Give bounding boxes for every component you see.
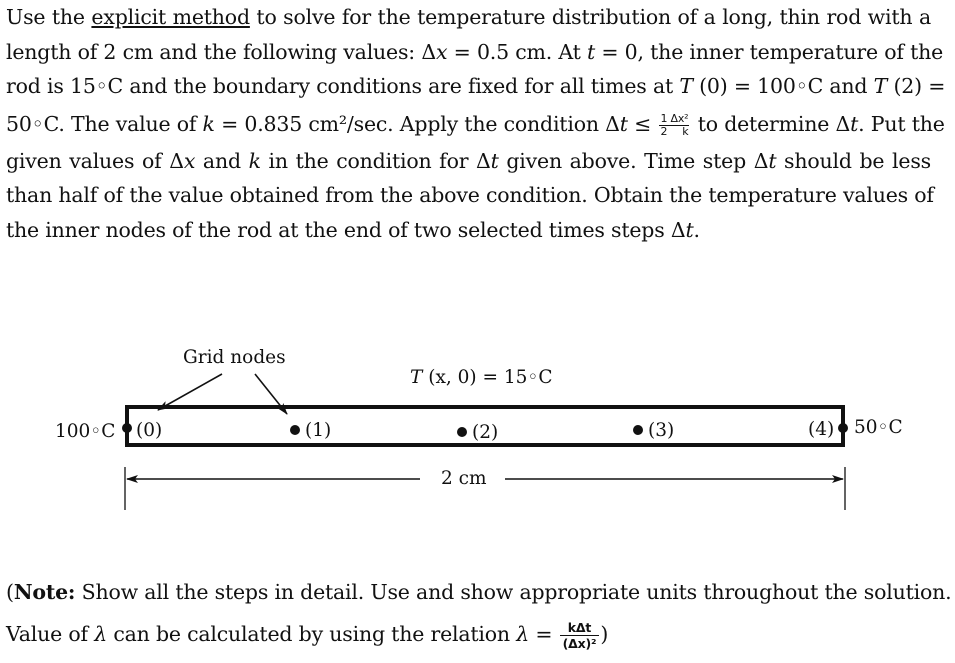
- length-label: 2 cm: [441, 468, 487, 489]
- problem-line-1: Use the explicit method to solve for the temperature distribution of a long, thin rod with a: [6, 5, 932, 29]
- node-3-label: (3): [648, 420, 675, 441]
- note-line-2: Value of λ can be calculated by using the relation λ = $\frac{\text{kΔt}}{\text{(Δx)²}}$ ): [6, 620, 609, 651]
- node-2-marker: [457, 427, 467, 437]
- rod-diagram: [0, 330, 955, 530]
- grid-nodes-label: Grid nodes: [183, 347, 286, 368]
- problem-line-5: given values of Δx and k in the condition for Δt given above. Time step Δt should be less: [6, 148, 931, 173]
- explicit-method-term: explicit method: [91, 5, 250, 29]
- node-1-label: (1): [305, 420, 332, 441]
- left-boundary-temp: 100◦C: [55, 421, 116, 442]
- lambda-relation-fraction: $\frac{\text{kΔt}}{\text{(Δx)²}}$: [560, 620, 600, 651]
- node-0-label: (0): [136, 420, 163, 441]
- problem-line-7: the inner nodes of the rod at the end of two selected times steps Δt.: [6, 217, 700, 242]
- right-boundary-temp: 50◦C: [854, 417, 903, 438]
- node-4-marker: [838, 423, 848, 433]
- node-4-label: (4): [808, 419, 835, 440]
- initial-condition-label: T (x, 0) = 15◦C: [410, 367, 553, 388]
- note-line-1: (Note: Show all the steps in detail. Use and show appropriate units throughout the solution.: [6, 580, 952, 604]
- problem-line-4: 50◦C. The value of k = 0.835 cm²/sec. Apply the condition Δt ≤ $\frac{\text{1 Δx²}}{2 k}$ to determine Δt. Put the: [6, 111, 945, 138]
- problem-line-6: than half of the value obtained from the above condition. Obtain the temperature values of: [6, 183, 934, 207]
- node-1-marker: [290, 425, 300, 435]
- node-2-label: (2): [472, 422, 499, 443]
- problem-line-2: length of 2 cm and the following values: Δx = 0.5 cm. At t = 0, the inner temperature of the: [6, 39, 944, 64]
- node-3-marker: [633, 425, 643, 435]
- node-0-marker: [122, 423, 132, 433]
- problem-statement: [6, 0, 946, 247]
- dt-condition-fraction: $\frac{\text{1 Δx²}}{2 k}$: [660, 111, 689, 138]
- problem-line-3: rod is 15◦C and the boundary conditions are fixed for all times at T (0) = 100◦C and T (2) =: [6, 74, 946, 98]
- grid-nodes-pointer-left: [158, 374, 222, 410]
- note-block: [6, 572, 952, 654]
